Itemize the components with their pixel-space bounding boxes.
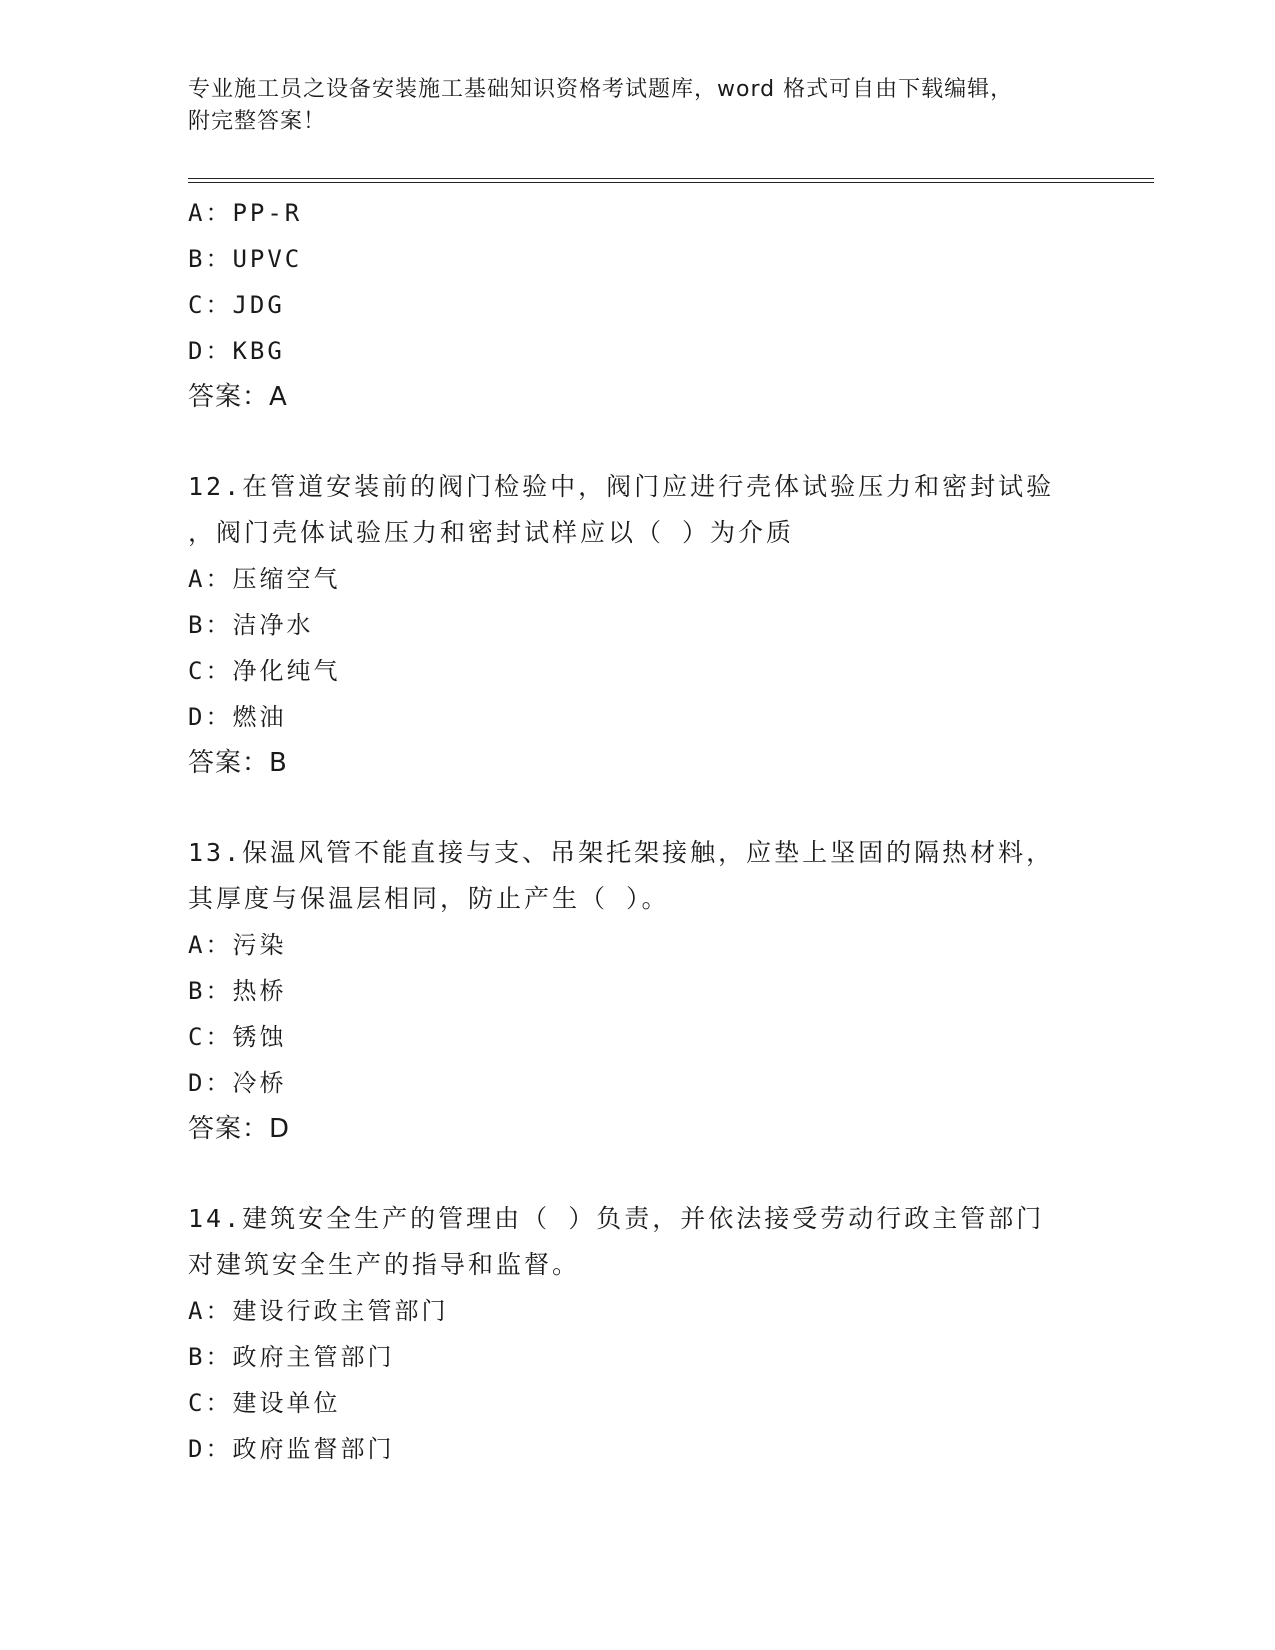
option-a: A：压缩空气 [188, 565, 341, 593]
option-d: D：燃油 [188, 703, 287, 731]
question-text-line-1: 12.在管道安装前的阀门检验中，阀门应进行壳体试验压力和密封试验 [188, 472, 1055, 501]
option-c: C：净化纯气 [188, 657, 341, 685]
question-text [188, 464, 1088, 556]
option-c: C：JDG [188, 291, 285, 319]
question-text-line-2: ，阀门壳体试验压力和密封试样应以（ ）为介质 [188, 518, 795, 547]
question-text [188, 1196, 1088, 1288]
question-list [188, 190, 1088, 1472]
document-header [188, 74, 1068, 138]
option-a: A：污染 [188, 931, 287, 959]
question-text-line-2: 其厚度与保温层相同，防止产生（ ）。 [188, 884, 670, 913]
question-block-12 [188, 464, 1088, 786]
answer-line: 答案：B [188, 748, 288, 778]
option-b: B：政府主管部门 [188, 1343, 395, 1371]
header-divider-bottom [188, 182, 1154, 183]
option-d: D：KBG [188, 337, 285, 365]
question-text-line-1: 14.建筑安全生产的管理由（ ）负责，并依法接受劳动行政主管部门 [188, 1204, 1045, 1233]
answer-line: 答案：D [188, 1114, 291, 1144]
option-c: C：建设单位 [188, 1389, 341, 1417]
question-block-14 [188, 1196, 1088, 1472]
option-a: A：PP-R [188, 199, 303, 227]
header-title-line-1: 专业施工员之设备安装施工基础知识资格考试题库，word 格式可自由下载编辑， [188, 77, 1014, 102]
option-b: B：热桥 [188, 977, 287, 1005]
question-text-line-2: 对建筑安全生产的指导和监督。 [188, 1250, 581, 1279]
question-text [188, 830, 1088, 922]
option-d: D：政府监督部门 [188, 1435, 395, 1463]
question-block-11 [188, 190, 1088, 420]
answer-line: 答案：A [188, 382, 288, 412]
option-a: A：建设行政主管部门 [188, 1297, 449, 1325]
option-b: B：UPVC [188, 245, 303, 273]
question-block-13 [188, 830, 1088, 1152]
option-c: C：锈蚀 [188, 1023, 287, 1051]
option-b: B：洁净水 [188, 611, 314, 639]
question-text-line-1: 13.保温风管不能直接与支、吊架托架接触，应垫上坚固的隔热材料， [188, 838, 1055, 867]
option-d: D：冷桥 [188, 1069, 287, 1097]
header-title-line-2: 附完整答案！ [188, 109, 327, 134]
header-divider-top [188, 178, 1154, 179]
